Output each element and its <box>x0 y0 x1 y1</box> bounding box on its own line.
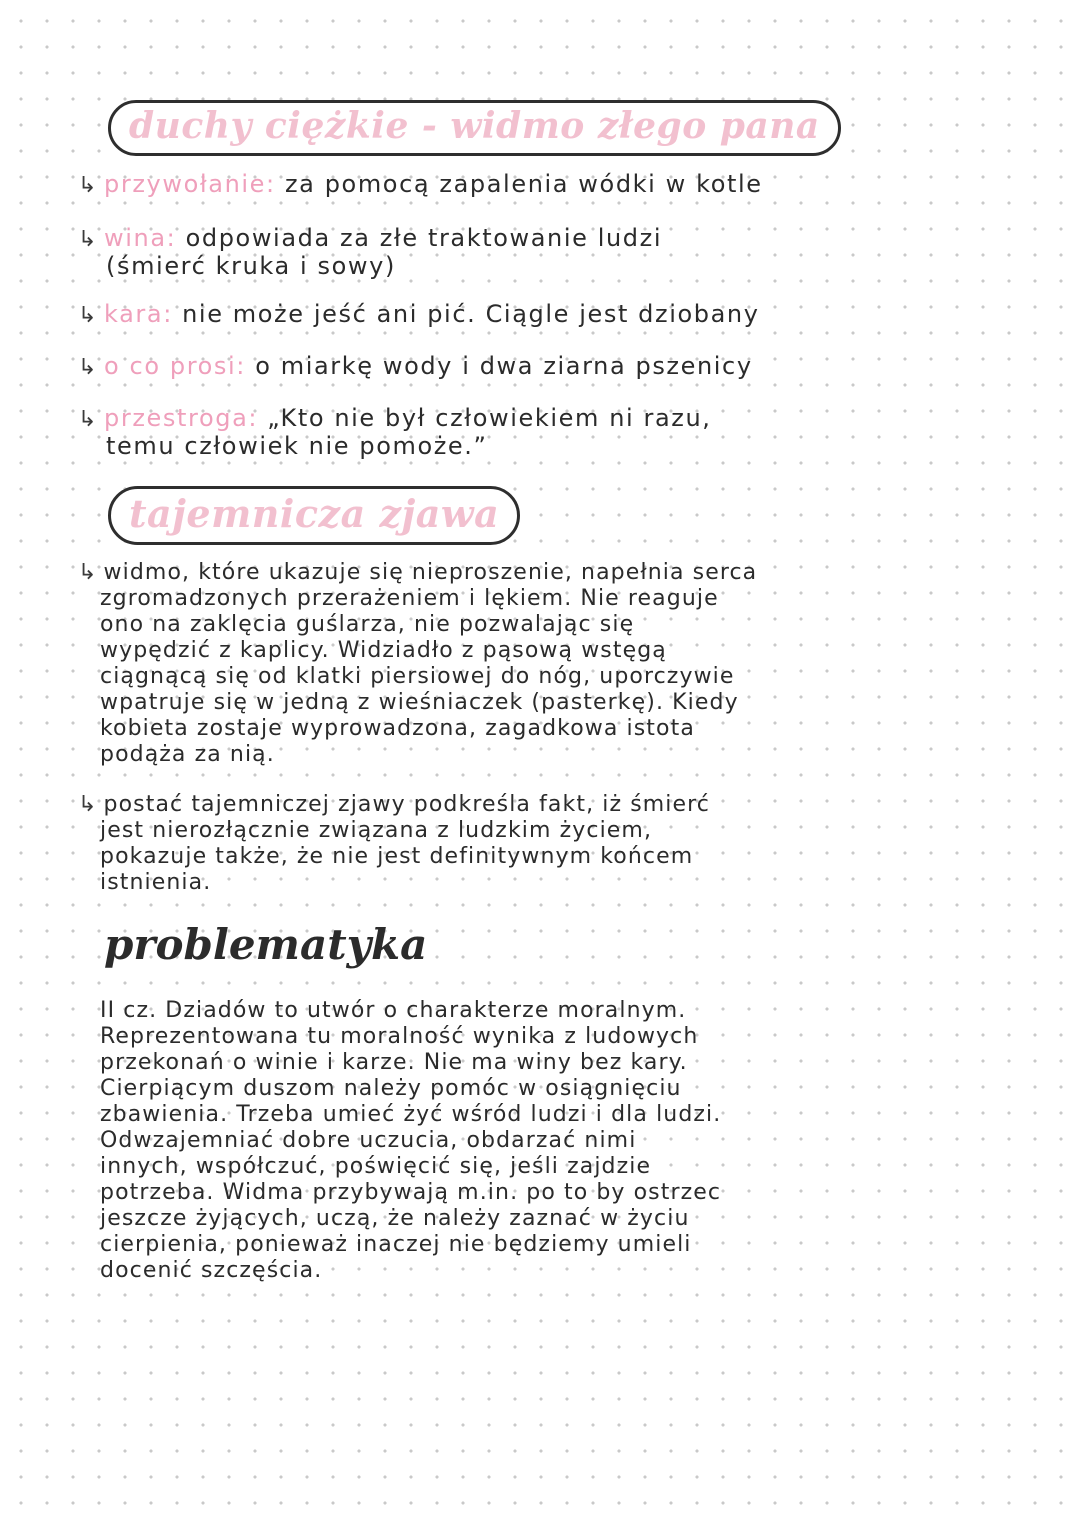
paragraph-line: ↳ widmo, które ukazuje się nieproszenie, napełnia serca <box>78 560 758 585</box>
hooked-arrow-icon: ↳ <box>78 560 98 585</box>
item-label: przestroga: <box>104 404 259 432</box>
hooked-arrow-icon: ↳ <box>78 407 99 432</box>
item-text: odpowiada za złe traktowanie ludzi <box>176 224 663 252</box>
paragraph-line: Odwzajemniać dobre uczucia, obdarzać nimi <box>100 1128 637 1153</box>
item-continuation: (śmierć kruka i sowy) <box>106 252 396 280</box>
paragraph-line: wpatruje się w jedną z wieśniaczek (pasterkę). Kiedy <box>100 690 739 715</box>
list-item <box>78 404 712 432</box>
paragraph-line: kobieta zostaje wyprowadzona, zagadkowa istota <box>100 716 695 741</box>
hooked-arrow-icon: ↳ <box>78 792 98 817</box>
paragraph-line: Reprezentowana tu moralność wynika z ludowych <box>100 1024 699 1049</box>
list-item <box>78 170 763 198</box>
paragraph-line: II cz. Dziadów to utwór o charakterze moralnym. <box>100 998 687 1023</box>
item-label: przywołanie: <box>104 170 276 198</box>
item-label: wina: <box>104 224 177 252</box>
paragraph-line: ↳ postać tajemniczej zjawy podkreśla fakt, iż śmierć <box>78 792 711 817</box>
paragraph-line: jeszcze żyjących, uczą, że należy zaznać w życiu <box>100 1206 690 1231</box>
section-heading-problematyka: problematyka <box>104 920 428 969</box>
paragraph-line: potrzeba. Widma przybywają m.in. po to by ostrzec <box>100 1180 722 1205</box>
paragraph-line: zgromadzonych przerażeniem i lękiem. Nie reaguje <box>100 586 719 611</box>
item-label: o co prosi: <box>104 352 246 380</box>
paragraph-line: istnienia. <box>100 870 212 895</box>
hooked-arrow-icon: ↳ <box>78 227 99 252</box>
hooked-arrow-icon: ↳ <box>78 173 99 198</box>
item-label: kara: <box>104 300 173 328</box>
item-continuation: temu człowiek nie pomoże.” <box>106 432 488 460</box>
item-text: o miarkę wody i dwa ziarna pszenicy <box>245 352 753 380</box>
paragraph-line: Cierpiącym duszom należy pomóc w osiągnięciu <box>100 1076 682 1101</box>
hooked-arrow-icon: ↳ <box>78 355 99 380</box>
paragraph-line: pokazuje także, że nie jest definitywnym końcem <box>100 844 694 869</box>
paragraph-line: docenić szczęścia. <box>100 1258 323 1283</box>
paragraph-line: jest nierozłącznie związana z ludzkim życiem, <box>100 818 653 843</box>
list-item <box>78 224 662 252</box>
paragraph-line: ciągnącą się od klatki piersiowej do nóg, uporczywie <box>100 664 735 689</box>
section-heading-tajemnicza-zjawa: tajemnicza zjawa <box>108 486 520 545</box>
list-item <box>78 352 753 380</box>
paragraph-line: wypędzić z kaplicy. Widziadło z pąsową wstęgą <box>100 638 667 663</box>
item-text: za pomocą zapalenia wódki w kotle <box>275 170 763 198</box>
paragraph-line: innych, współczuć, poświęcić się, jeśli zajdzie <box>100 1154 652 1179</box>
section-heading-duchy-ciezkie: duchy ciężkie - widmo złego pana <box>108 100 841 156</box>
paragraph-line: podąża za nią. <box>100 742 275 767</box>
paragraph-line: przekonań o winie i karze. Nie ma winy bez kary. <box>100 1050 688 1075</box>
item-text: nie może jeść ani pić. Ciągle jest dziobany <box>172 300 760 328</box>
paragraph-line: cierpienia, ponieważ inaczej nie będziemy umieli <box>100 1232 692 1257</box>
paragraph-line: zbawienia. Trzeba umieć żyć wśród ludzi i dla ludzi. <box>100 1102 722 1127</box>
item-text: „Kto nie był człowiekiem ni razu, <box>258 404 712 432</box>
hooked-arrow-icon: ↳ <box>78 303 99 328</box>
paragraph-line: ono na zaklęcia guślarza, nie pozwalając się <box>100 612 635 637</box>
list-item <box>78 300 760 328</box>
